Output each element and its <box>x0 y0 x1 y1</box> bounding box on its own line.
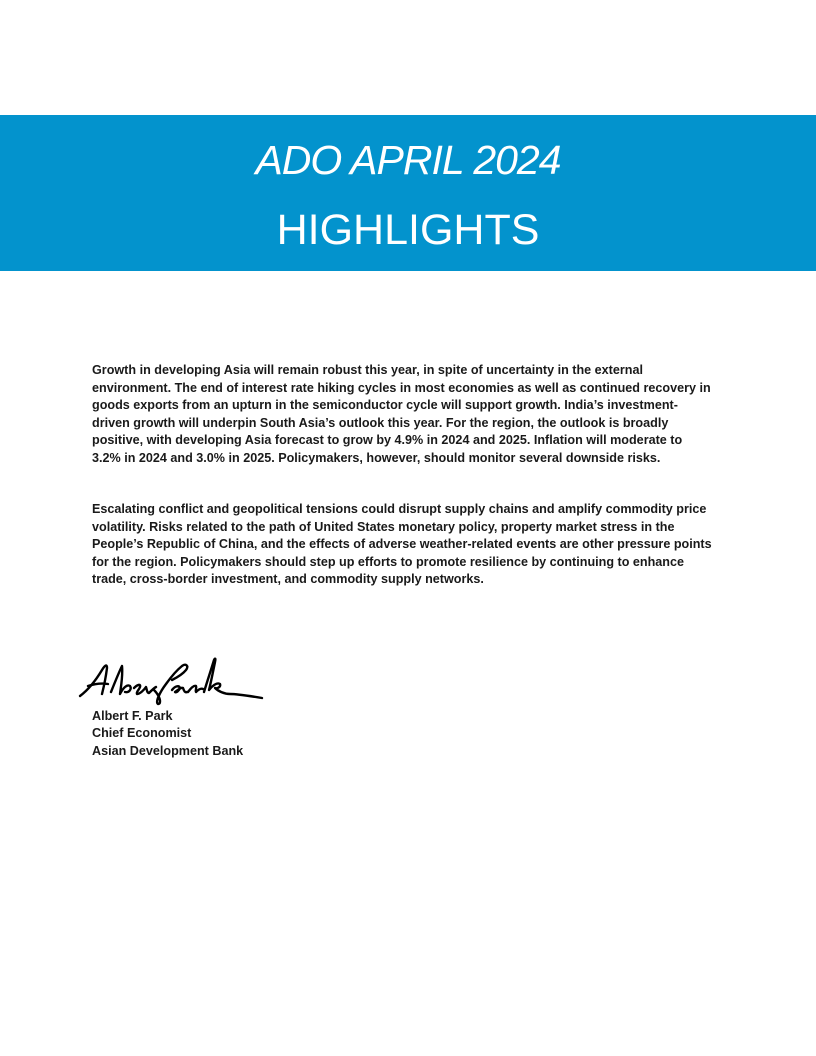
report-title: ADO APRIL 2024 <box>255 137 561 183</box>
paragraph-risks: Escalating conflict and geopolitical tensions could disrupt supply chains and amplify commodity price volatility. Risks related to the path of United States monetary policy, property market stress in the People’s Republic of China, and the effects of adverse weather-related events are other pressure points for the region. Policymakers should step up efforts to promote resilience by continuing to enhance trade, cross-border investment, and commodity supply networks. <box>92 502 712 587</box>
section-title: HIGHLIGHTS <box>276 206 540 254</box>
signatory-name: Albert F. Park <box>92 709 173 723</box>
signatory-organization: Asian Development Bank <box>92 743 244 758</box>
signature-block <box>92 708 243 760</box>
signatory-title: Chief Economist <box>92 726 192 741</box>
handwritten-signature <box>78 654 264 706</box>
paragraph-outlook: Growth in developing Asia will remain robust this year, in spite of uncertainty in the external environment. The end of interest rate hiking cycles in most economies as well as continued recovery in goods exports from an upturn in the semiconductor cycle will support growth. India’s investment-driven growth will underpin South Asia’s outlook this year. For the region, the outlook is broadly positive, with developing Asia forecast to grow by 4.9% in 2024 and 2025. Inflation will moderate to 3.2% in 2024 and 3.0% in 2025. Policymakers, however, should monitor several downside risks. <box>92 363 711 465</box>
